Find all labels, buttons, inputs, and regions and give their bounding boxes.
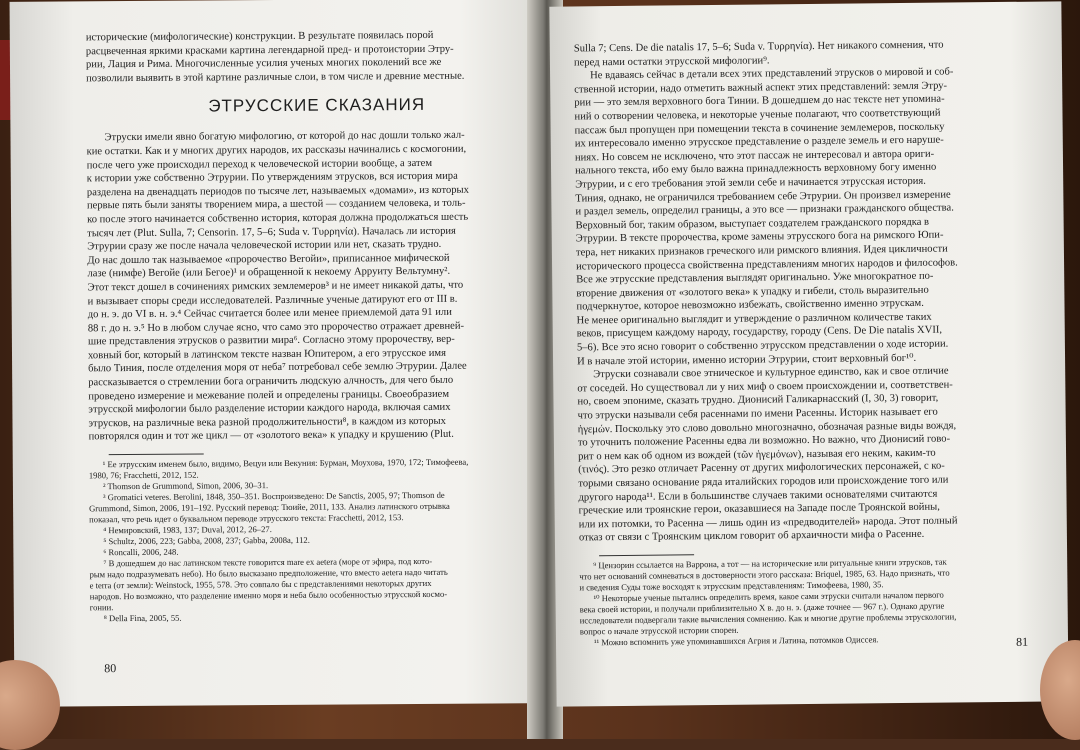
footnote-line: рым надо подразумевать небо). Но было высказано предположение, что вместо aetera надо читать xyxy=(89,566,448,580)
text-line: позволили выявить в этой картине различные слои, в том числе и древние местные. xyxy=(86,70,465,85)
text-line: другого народа¹¹. Если в большинстве случаев такими основателями считаются xyxy=(578,488,938,504)
left-body xyxy=(86,129,532,445)
text-line: рии — это земля верховного бога Тинии. В дошедшем до нас тексте нет упомина- xyxy=(574,93,945,109)
text-line: повторялся один и тот же цикл — от «золотого века» к упадку и крушению (Plut. xyxy=(88,429,454,443)
footnote-line: Grummond, Simon, 2006, 191–192. Русский перевод: Тюийе, 2011, 133. Анализ латинского отрывка xyxy=(89,500,450,514)
left-page xyxy=(10,0,545,707)
text-line: их интересовало именно этрусское представление о разделе земель и его наруше- xyxy=(574,134,944,150)
text-line: или их потомки, то Расенна — лишь один из «предводителей» народа. Этот полный xyxy=(578,515,958,531)
text-line: вторение движения от «золотого века» к упадку и гибели, столь выразительно xyxy=(576,284,929,300)
text-line: и раздел земель, определил границы, а это все — признаки гражданского общества. xyxy=(575,202,954,218)
footnote-line: исследователи подвергали такие вычисления сомнению. Как и многие другие проблемы этрускологии, xyxy=(579,611,957,626)
text-line: торыми связано основание ряда италийских городов или происхождение того или xyxy=(578,474,949,490)
text-line: и вызывает споры среди исследователей. Различные ученые датируют его от III в. xyxy=(87,293,458,307)
footnote-line: ⁹ Цензорин ссылается на Варрона, а тот — на исторические или ритуальные книги этрусков, так xyxy=(593,556,947,571)
left-footnotes xyxy=(89,456,534,624)
footnote-line: ¹¹ Можно вспомнить уже упоминавшихся Агрия и Латина, потомков Одиссея. xyxy=(593,634,879,648)
text-line: Sulla 7; Cens. De die natalis 17, 5–6; Suda v. Τυρρηνία). Нет никакого сомнения, что xyxy=(573,39,944,55)
footnote-rule xyxy=(109,454,204,456)
text-line: греческие или троянские герои, оказавшиеся на Западе после Троянской войны, xyxy=(578,501,940,517)
footnote-line: ¹⁰ Некоторые ученые пытались определить время, какое сами этруски считали началом первого xyxy=(593,589,944,604)
text-line: тера, нет никаких признаков греческого или римского влияния. Идея цикличности xyxy=(575,243,948,259)
footnote-line: народов. Но возможно, что разделение именно моря и неба было особенностью этрусской космо- xyxy=(89,588,448,602)
text-line: но, своем эпониме, сказать трудно. Дионисий Галикарнасский (I, 30, 3) говорит, xyxy=(577,393,939,408)
text-line: до н. э. до VI в. н. э.⁴ Сейчас считается более или менее приемлемой дата 91 или xyxy=(87,306,452,321)
footnote-line: и сведения Суды тоже восходят к этрусским представлениям: Тимофеева, 1980, 35. xyxy=(579,579,884,593)
right-page xyxy=(549,1,1068,706)
text-line: (τινός). Это резко отличает Расенну от других мифологических персонажей, с ко- xyxy=(578,460,945,476)
footnote-line: вопрос о начале этрусской истории спорен. xyxy=(579,624,739,637)
text-line: проведено измерение и межевание полей и определены границы. Своеобразием xyxy=(88,388,450,402)
text-line: 5–6). Все это ясно говорит о собственно этрусском представлении о ходе истории. xyxy=(576,338,949,354)
text-line: этрусской мифологии было разделение истории каждого народа, включая самих xyxy=(88,402,451,416)
text-line: ственной истории, надо отметить важный аспект этих представлений: земля Этру- xyxy=(574,80,948,96)
footnote-line: e terra (от земли): Weinstock, 1955, 578. Это совпало бы с представлениями некоторых других xyxy=(89,577,432,591)
text-line: подчеркнутое, которое невозможно избежать, свойственно именно этрускам. xyxy=(576,298,924,313)
text-line: рии, Лация и Рима. Многочисленные усилия ученых многих поколений все же xyxy=(85,57,442,71)
text-line: Этрурии сразу же после начала человеческой истории или нет, сказать трудно. xyxy=(87,238,442,253)
text-line: Тиния, однако, не ограничился требованием себе Этрурии. Он произвел измерение xyxy=(575,189,951,204)
text-line: разделена на двенадцать периодов по тысяче лет, называемых «домами», из которых xyxy=(86,184,469,199)
text-line: Этруски имели явно богатую мифологию, от которой до нас дошли только жал- xyxy=(104,130,465,144)
text-line: было Тиния, после отделения моря от неба⁷ потребовал себе землю Этрурии. Далее xyxy=(88,361,467,375)
text-line: исторические (мифологические) конструкции. В результате появилась порой xyxy=(85,29,434,44)
text-line: расцвеченная яркими красками картина легендарной пред- и протоистории Этру- xyxy=(85,43,454,57)
footnote-line: что нет оснований сомневаться в достоверности этого рассказа: Briquel, 1985, 63. Надо признать, что xyxy=(579,567,950,582)
right-footnotes xyxy=(579,556,1038,649)
text-line: рассказывается о стремлении бога ограничить людскую алчность, для чего было xyxy=(88,374,454,389)
text-line: то уточнить положение Расенны едва ли возможно. Но важно, что Дионисий гово- xyxy=(577,433,951,449)
left-intro xyxy=(86,28,530,85)
text-line: Этрурии, и с его требования этой земли себе и начинается этрусская история. xyxy=(575,175,926,191)
text-line: Все же этрусские представления выглядят оригинально. Уже многократное по- xyxy=(576,270,934,286)
text-line: отказ от связи с Троянским циклом говорит об архаичности мифа о Расенне. xyxy=(578,529,925,544)
footnote-line: ⁵ Schultz, 2006, 223; Gabba, 2008, 237; Gabba, 2008a, 112. xyxy=(103,534,310,547)
text-line: к истории уже собственно Этрурии. По утверждениям этрусков, вся история мира xyxy=(86,170,458,185)
text-line: Верховный бог, таким образом, выступает создателем гражданского порядка в xyxy=(575,216,930,232)
text-line: рит о нем как об одном из вождей (τῶν ἡγεμόνων), называя его неким, каким-то xyxy=(578,447,936,463)
text-line: шие представления этрусков о развитии мира⁶. Согласно этому пророчеству, вер- xyxy=(87,334,455,348)
text-line: что этруски называли себя расеннами по имени Расенны. Историк называет его xyxy=(577,406,938,422)
text-line: До нас дошло так называемое «пророчество Вегойи», приписанное мифической xyxy=(87,252,450,267)
footnote-line: ⁸ Della Fina, 2005, 55. xyxy=(103,612,182,624)
text-line: первые пять были заняты творением мира, а шестой — созданием человека, и толь- xyxy=(86,198,466,212)
text-line: Не менее оригинально выглядит и утверждение о различном количестве таких xyxy=(576,311,932,327)
text-line: Этот текст дошел в сочинениях римских землемеров³ и не имеет никакой даты, что xyxy=(87,279,464,294)
text-line: И в начале этой истории, именно истории Этрурии, стоит верховный бог¹⁰. xyxy=(577,352,917,368)
footnote-line: ⁴ Немировский, 1983, 137; Duval, 2012, 26–27. xyxy=(103,524,272,536)
footnote-line: ² Thomson de Grummond, Simon, 2006, 30–31. xyxy=(102,480,269,492)
text-line: 88 г. до н. э.⁵ Но в любом случае ясно, что само это пророчество отражает древней- xyxy=(87,320,465,335)
text-line: от соседей. Но существовал ли у них миф о своем происхождении и, соответствен- xyxy=(577,379,953,395)
text-line: кие остатки. Как и у многих других народов, их рассказы начинались с космогонии, xyxy=(86,143,467,158)
page-number-right: 81 xyxy=(1015,634,1029,649)
text-line: перед нами остатки этрусской мифологии⁹. xyxy=(573,54,770,69)
text-line: исторического процесса свойственна представлениям многих народов и философов. xyxy=(576,256,958,272)
section-title: ЭТРУССКИЕ СКАЗАНИЯ xyxy=(208,95,426,116)
text-line: Этруски сознавали свое этническое и культурное единство, как и свое отличие xyxy=(593,365,949,381)
right-body xyxy=(574,38,1037,546)
footnote-line: века своей истории, и получали приблизительно X в. до н. э. (даже точнее — 967 г.). Однако другие xyxy=(579,600,945,615)
text-line: нального текста, ибо ему было важна принадлежность верховному богу именно xyxy=(575,162,937,177)
text-line: лазе (нимфе) Вегойе (или Бегое)¹ и обращенной к некоему Арруиту Вельтумну². xyxy=(87,266,451,280)
text-line: Не вдаваясь сейчас в детали всех этих представлений этрусков о мировой и соб- xyxy=(590,66,954,82)
footnote-rule xyxy=(599,554,694,556)
text-line: тысяч лет (Plut. Sulla, 7; Censorin. 17, 5–6; Suda v. Τυρρηνία). Началась ли история xyxy=(87,225,456,239)
text-line: Этрурии. В тексте пророчества, кроме замены этрусского бога на римского Юпи- xyxy=(575,229,944,245)
text-line: этрусков, на различные века разной продолжительности⁸, в каждом из которых xyxy=(88,415,446,430)
footnote-line: показал, что речь идет о буквальном переводе этрусского текста: Fracchetti, 2012, 153. xyxy=(89,512,404,525)
text-line: пассаж был пропущен при помещении текста в сочинение землемеров, поскольку xyxy=(574,121,945,137)
footnote-line: ⁷ В дошедшем до нас латинском тексте говорится mare ex aetera (море от эфира, под кото- xyxy=(103,555,433,569)
footnote-line: ³ Gromatici veteres. Berolini, 1848, 350–351. Воспроизведено: De Sanctis, 2005, 97; Thomson de xyxy=(102,489,445,503)
text-line: ко после этого начинается собственно история, которая должна продолжаться шесть xyxy=(87,211,469,226)
text-line: после чего уже происходил переход к человеческой истории вообще, а затем xyxy=(86,157,433,171)
footnote-line: ¹ Ее этрусским именем было, видимо, Вецуи или Векуния: Бурман, Моухова, 1970, 172; Тимофеева, xyxy=(102,456,469,470)
footnote-line: ⁶ Roncalli, 2006, 248. xyxy=(103,546,179,558)
text-line: ἡγεμών. Поскольку это слово довольно многозначно, обозначая разные виды вождя, xyxy=(577,420,957,436)
text-line: ховный бог, который в латинском тексте назван Юпитером, а его этрусское имя xyxy=(87,347,447,362)
text-line: веков, присущем каждому народу, государству, городу (Cens. De Die natalis XVII, xyxy=(576,325,943,340)
footnote-line: гонии. xyxy=(89,602,114,613)
footnote-line: 1980, 76; Fracchetti, 2012, 152. xyxy=(88,469,199,481)
page-number-left: 80 xyxy=(104,661,117,676)
text-line: ний о сотворении человека, и некоторые ученые полагают, что соответствующий xyxy=(574,107,941,123)
text-line: ниях. Но совсем не исключено, что этот пассаж не интересовал и автора ориги- xyxy=(574,148,935,164)
